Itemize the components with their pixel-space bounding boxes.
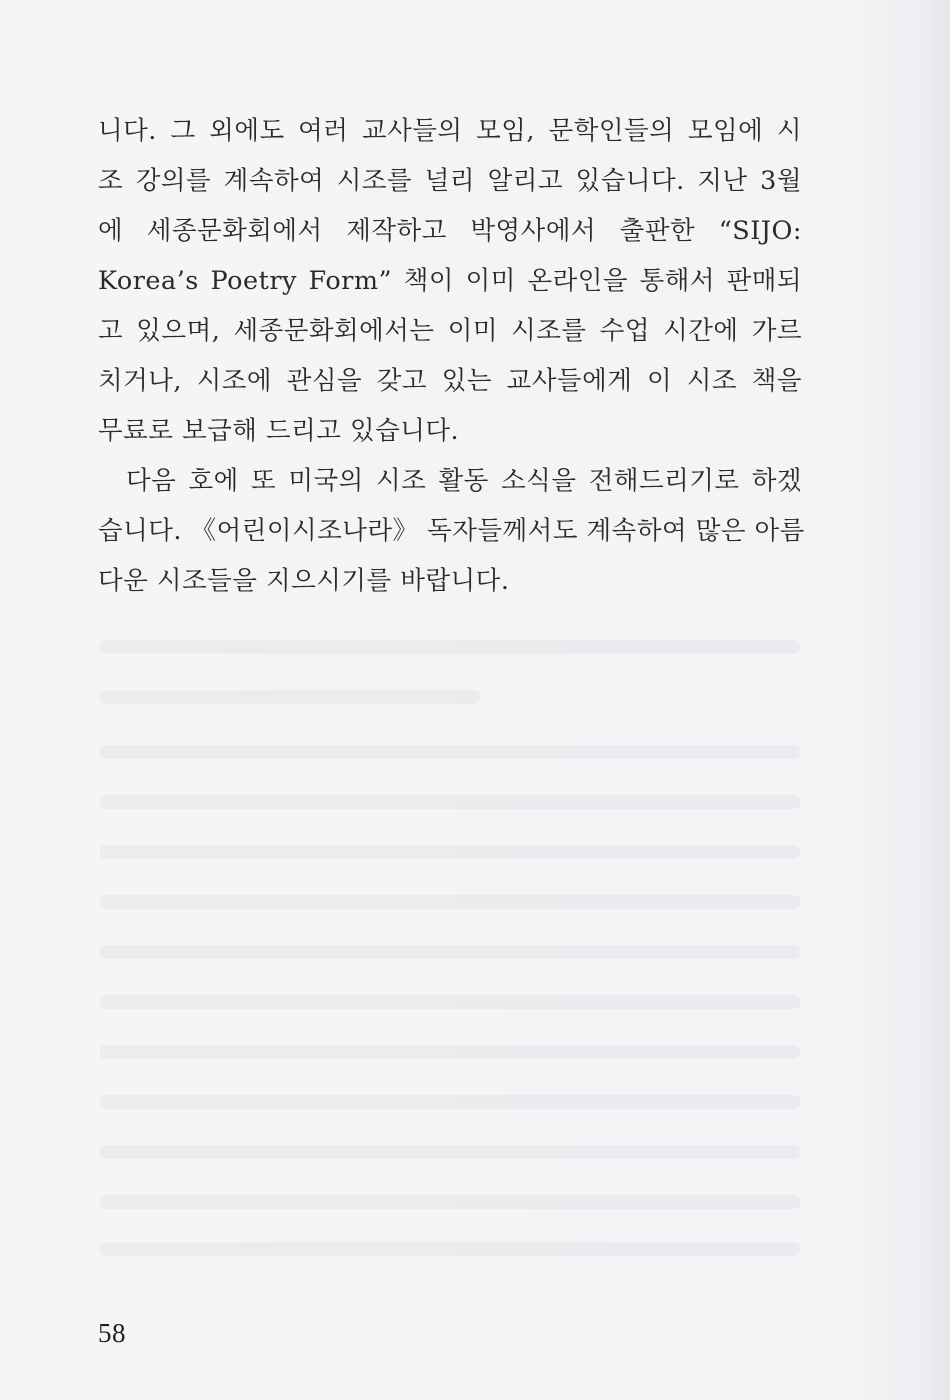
paragraph-2 <box>98 456 805 606</box>
show-through-artifact <box>100 995 800 1009</box>
show-through-artifact <box>100 1045 800 1059</box>
text-line: 니다. 그 외에도 여러 교사들의 모임, 문학인들의 모임에 시 <box>98 116 802 146</box>
show-through-artifact <box>100 1195 800 1209</box>
page-number: 58 <box>98 1318 126 1348</box>
show-through-artifact <box>100 690 480 704</box>
text-line: 고 있으며, 세종문화회에서는 이미 시조를 수업 시간에 가르 <box>98 316 802 346</box>
text-line: Korea’s Poetry Form” 책이 이미 온라인을 통해서 판매되 <box>98 266 802 296</box>
show-through-artifact <box>100 1095 800 1109</box>
text-line: 다운 시조들을 지으시기를 바랍니다. <box>98 566 510 596</box>
show-through-artifact <box>100 945 800 959</box>
show-through-artifact <box>100 845 800 859</box>
show-through-artifact <box>100 640 800 654</box>
show-through-artifact <box>100 1145 800 1159</box>
text-line: 조 강의를 계속하여 시조를 널리 알리고 있습니다. 지난 3월 <box>98 166 802 196</box>
text-line: 습니다. 《어린이시조나라》 독자들께서도 계속하여 많은 아름 <box>98 516 805 546</box>
show-through-artifact <box>100 895 800 909</box>
text-line: 무료로 보급해 드리고 있습니다. <box>98 416 460 446</box>
show-through-artifact <box>100 745 800 759</box>
body-text <box>98 106 805 606</box>
show-through-artifact <box>100 1242 800 1256</box>
paragraph-1 <box>98 106 802 456</box>
show-through-artifact <box>100 795 800 809</box>
text-line: 에 세종문화회에서 제작하고 박영사에서 출판한 “SIJO: <box>98 216 802 246</box>
text-line: 다음 호에 또 미국의 시조 활동 소식을 전해드리기로 하겠 <box>126 466 802 496</box>
text-line: 치거나, 시조에 관심을 갖고 있는 교사들에게 이 시조 책을 <box>98 366 802 396</box>
